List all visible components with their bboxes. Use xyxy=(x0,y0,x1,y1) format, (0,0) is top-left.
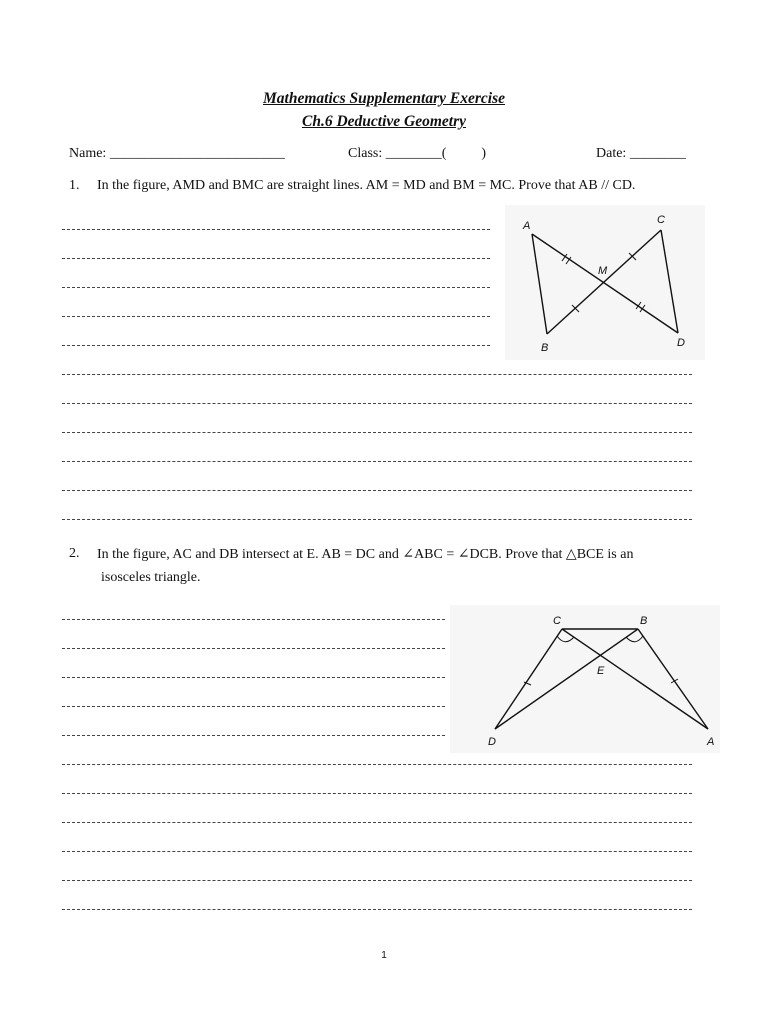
answer-line xyxy=(62,822,692,823)
answer-line xyxy=(62,764,692,765)
answer-line xyxy=(62,793,692,794)
answer-line xyxy=(62,706,445,707)
answer-line xyxy=(62,432,692,433)
question-2-number: 2. xyxy=(69,546,80,561)
question-2-text-line-1: In the figure, AC and DB intersect at E. AB = DC and ∠ABC = ∠DCB. Prove that △BCE is an xyxy=(97,547,634,562)
answer-line xyxy=(62,851,692,852)
question-1-number: 1. xyxy=(69,178,80,193)
page-number: 1 xyxy=(381,950,387,961)
question-1-text: In the figure, AMD and BMC are straight lines. AM = MD and BM = MC. Prove that AB // CD. xyxy=(97,178,636,193)
answer-line xyxy=(62,519,692,520)
page-title: Mathematics Supplementary Exercise xyxy=(263,90,505,107)
figure-label-a: A xyxy=(523,220,531,232)
answer-line xyxy=(62,677,445,678)
question-2-text-line-2: isosceles triangle. xyxy=(101,570,201,585)
answer-line xyxy=(62,648,445,649)
figure-label-b: B xyxy=(541,342,549,354)
answer-line xyxy=(62,880,692,881)
answer-line xyxy=(62,909,692,910)
class-field: Class: ________( ) xyxy=(348,146,487,161)
figure-label-c: C xyxy=(657,214,665,226)
answer-line xyxy=(62,461,692,462)
question-2-figure xyxy=(450,605,720,753)
answer-line xyxy=(62,316,490,317)
answer-line xyxy=(62,735,445,736)
answer-line xyxy=(62,229,490,230)
date-field: Date: ________ xyxy=(596,146,686,161)
answer-line xyxy=(62,374,692,375)
figure-label-a: A xyxy=(707,736,715,748)
answer-line xyxy=(62,258,490,259)
figure-label-m: M xyxy=(598,265,608,277)
page-subtitle: Ch.6 Deductive Geometry xyxy=(301,113,466,130)
answer-line xyxy=(62,403,692,404)
figure-label-c: C xyxy=(553,615,561,627)
figure-label-d: D xyxy=(677,337,685,349)
question-1-figure xyxy=(505,205,705,360)
answer-line xyxy=(62,619,445,620)
name-field: Name: _________________________ xyxy=(69,146,285,161)
figure-label-d: D xyxy=(488,736,496,748)
answer-line xyxy=(62,287,490,288)
figure-label-b: B xyxy=(640,615,648,627)
answer-line xyxy=(62,490,692,491)
figure-label-e: E xyxy=(597,665,605,677)
answer-line xyxy=(62,345,490,346)
